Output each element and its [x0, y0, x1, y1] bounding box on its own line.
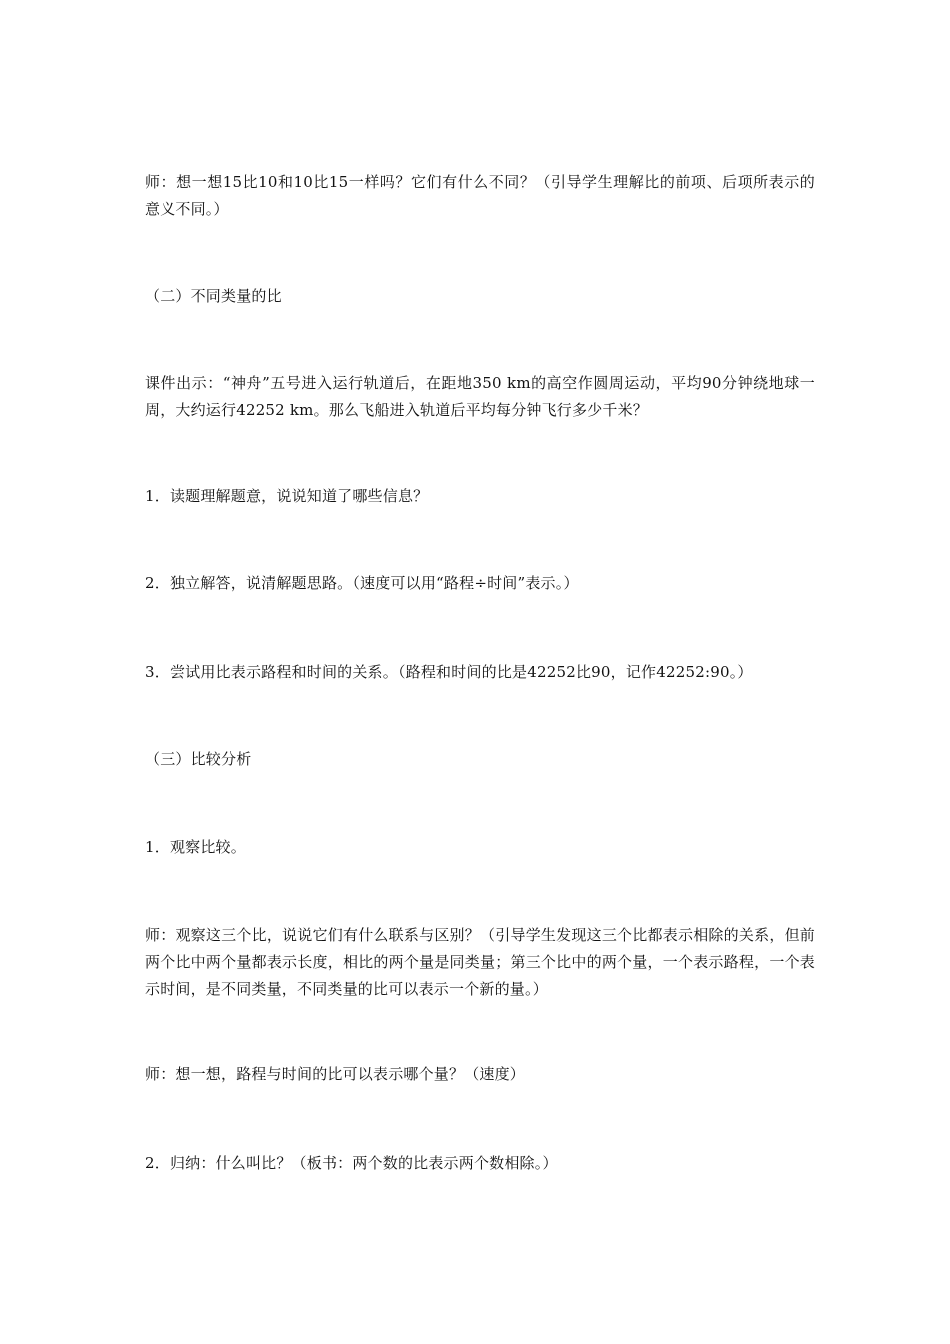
paragraph-shenzhou-problem: 课件出示：“神舟”五号进入运行轨道后，在距地350 km的高空作圆周运动，平均90分钟绕地球一周，大约运行42252 km。那么飞船进入轨道后平均每分钟飞行多少千米？: [145, 374, 815, 419]
step-2-solve-independently: 2．独立解答，说清解题思路。（速度可以用“路程÷时间”表示。）: [145, 574, 579, 592]
paragraph-teacher-speed-question: 师：想一想，路程与时间的比可以表示哪个量？（速度）: [145, 1065, 526, 1083]
step-3-ratio-distance-time: 3．尝试用比表示路程和时间的关系。（路程和时间的比是42252比90，记作42252:90。）: [145, 663, 753, 681]
section-heading-compare-analyze: （三）比较分析: [145, 750, 252, 768]
paragraph-teacher-question-15-10: 师：想一想15比10和10比15一样吗？它们有什么不同？（引导学生理解比的前项、后项所表示的意义不同。）: [145, 173, 815, 218]
paragraph-teacher-observe-three-ratios: 师：观察这三个比，说说它们有什么联系与区别？（引导学生发现这三个比都表示相除的关系，但前两个比中两个量都表示长度，相比的两个量是同类量；第三个比中的两个量，一个表示路程，一个表示时间，是不同类量，不同类量的比可以表示一个新的量。）: [145, 926, 815, 998]
step-1-observe-compare: 1．观察比较。: [145, 838, 246, 856]
step-1-read-problem: 1．读题理解题意，说说知道了哪些信息？: [145, 487, 429, 505]
section-heading-different-quantities: （二）不同类量的比: [145, 287, 282, 305]
step-2-definition-of-ratio: 2．归纳：什么叫比？（板书：两个数的比表示两个数相除。）: [145, 1154, 558, 1172]
